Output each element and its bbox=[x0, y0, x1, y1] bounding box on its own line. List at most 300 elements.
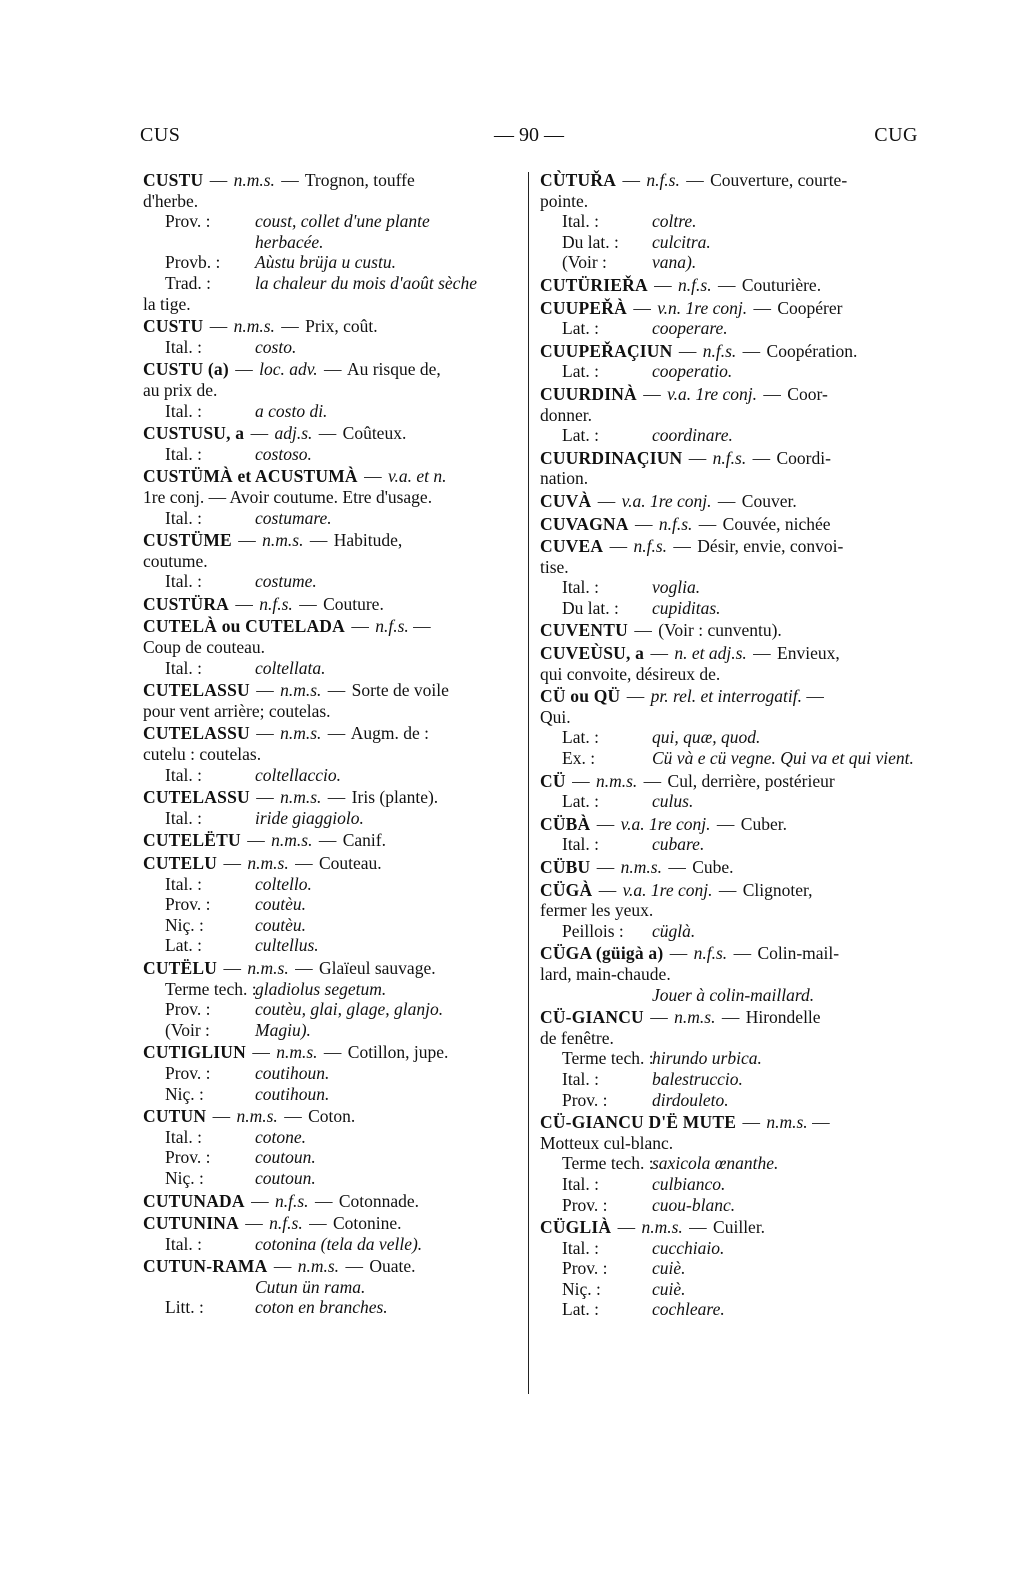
etymology-label: Litt. : bbox=[165, 1297, 204, 1318]
definition: Colin-mail- bbox=[757, 943, 840, 964]
grammar-label: n.m.s. bbox=[271, 830, 313, 851]
em-dash: — bbox=[281, 316, 299, 337]
headword: CUSTÜMÀ et ACUSTUMÀ bbox=[143, 466, 358, 487]
etymology-line bbox=[143, 337, 519, 358]
etymology-form: coutèu, glai, glage, glanjo. bbox=[255, 999, 444, 1020]
dictionary-entry bbox=[143, 423, 519, 464]
grammar-label: n.f.s. bbox=[678, 274, 712, 295]
entry-headline bbox=[143, 170, 519, 191]
etymology-label: Ital. : bbox=[562, 834, 599, 855]
etymology-label: Ital. : bbox=[165, 807, 202, 828]
definition-continued: pour vent arrière; coutelas. bbox=[143, 700, 331, 721]
headword: CUVENTU bbox=[540, 620, 628, 641]
headword: CUURDINÀ bbox=[540, 383, 637, 404]
etymology-label: Ex. : bbox=[562, 748, 596, 769]
grammar-label: n. et adj.s. bbox=[674, 643, 747, 664]
headword: CÜ-GIANCU D'Ë MUTE bbox=[540, 1112, 737, 1133]
grammar-label: n.m.s. bbox=[280, 680, 322, 701]
etymology-form: costoso. bbox=[255, 443, 312, 464]
definition: Désir, envie, convoi- bbox=[697, 536, 844, 557]
etymology-label: Lat. : bbox=[165, 935, 202, 956]
em-dash: — bbox=[324, 359, 342, 380]
etymology-form: costo. bbox=[255, 336, 297, 357]
em-dash: — bbox=[654, 274, 672, 295]
definition: Coûteux. bbox=[342, 423, 407, 444]
etymology-form: coltellaccio. bbox=[255, 764, 342, 785]
em-dash: — bbox=[247, 830, 265, 851]
entry-headline bbox=[540, 643, 920, 664]
grammar-label: n.f.s. bbox=[275, 1190, 309, 1211]
em-dash: — bbox=[698, 513, 717, 534]
entry-headline bbox=[143, 423, 519, 444]
etymology-label: Ital. : bbox=[562, 1237, 599, 1258]
em-dash: — bbox=[250, 423, 269, 444]
entry-headline bbox=[540, 514, 920, 535]
etymology-line bbox=[540, 232, 920, 253]
etymology-line bbox=[143, 935, 519, 956]
etymology-label: Lat. : bbox=[562, 318, 599, 339]
etymology-form: coltellata. bbox=[255, 657, 326, 678]
grammar-label: n.f.s. bbox=[693, 943, 728, 964]
em-dash: — bbox=[598, 879, 617, 900]
em-dash: — bbox=[318, 830, 337, 851]
dictionary-entry bbox=[143, 723, 519, 785]
grammar-label: n.m.s. bbox=[233, 170, 275, 190]
entry-headline bbox=[540, 298, 920, 319]
entry-headline bbox=[143, 853, 519, 874]
dictionary-entry bbox=[540, 943, 920, 1005]
em-dash: — bbox=[753, 297, 771, 318]
em-dash: — bbox=[596, 813, 615, 834]
dictionary-entry bbox=[540, 170, 920, 273]
dictionary-entry bbox=[540, 857, 920, 878]
headword: CUTUNINA bbox=[143, 1213, 239, 1234]
headword: CUUPEŘAÇIUN bbox=[540, 340, 673, 361]
etymology-form: costumare. bbox=[255, 507, 332, 528]
grammar-label: v.a. 1re conj. bbox=[622, 879, 713, 900]
dictionary-entry bbox=[540, 536, 920, 618]
em-dash: — bbox=[238, 530, 256, 551]
entry-headline bbox=[540, 1007, 920, 1028]
entry-headline bbox=[540, 448, 920, 469]
etymology-form: coutèu. bbox=[255, 914, 307, 935]
grammar-label: n.m.s. bbox=[674, 1007, 716, 1028]
etymology-line bbox=[143, 1297, 519, 1318]
etymology-form: coutoun. bbox=[255, 1167, 316, 1188]
definition: Couver. bbox=[741, 490, 797, 511]
entry-headline bbox=[540, 341, 920, 362]
etymology-label: Lat. : bbox=[562, 1299, 599, 1320]
em-dash: — bbox=[345, 1256, 363, 1277]
em-dash: — bbox=[721, 1007, 740, 1028]
grammar-label: adj.s. bbox=[274, 423, 313, 444]
etymology-form: gladiolus segetum. bbox=[255, 978, 387, 999]
headword: CUTIGLIUN bbox=[143, 1042, 246, 1063]
etymology-label: Ital. : bbox=[562, 1068, 599, 1089]
entry-headline bbox=[540, 620, 920, 641]
etymology-label: Ital. : bbox=[165, 443, 202, 464]
etymology-form: la chaleur du mois d'août sèche bbox=[255, 272, 477, 293]
headword: CÜGLIÀ bbox=[540, 1217, 612, 1238]
entry-headline bbox=[143, 787, 519, 808]
etymology-form: Aùstu brüja u custu. bbox=[255, 252, 396, 273]
etymology-form: cubare. bbox=[652, 834, 705, 855]
etymology-line bbox=[540, 1174, 920, 1195]
etymology-form: culus. bbox=[652, 791, 694, 812]
dictionary-entry bbox=[143, 359, 519, 421]
etymology-form: qui, quæ, quod. bbox=[652, 727, 761, 748]
headword: CUTUN-RAMA bbox=[143, 1256, 268, 1277]
entry-headline bbox=[540, 771, 920, 792]
entry-headline bbox=[540, 1112, 920, 1133]
etymology-line bbox=[143, 765, 519, 786]
grammar-label: n.f.s. bbox=[658, 513, 693, 534]
grammar-label: v.a. 1re conj. bbox=[667, 383, 758, 404]
grammar-label: n.m.s. bbox=[641, 1217, 683, 1238]
definition: Habitude, bbox=[333, 530, 403, 551]
etymology-form: cuiè. bbox=[652, 1278, 686, 1299]
grammar-label: n.f.s. bbox=[702, 340, 737, 361]
etymology-line bbox=[143, 894, 519, 915]
em-dash: — bbox=[256, 723, 274, 744]
etymology-label: Provb. : bbox=[165, 252, 221, 273]
definition: Cul, derrière, postérieur bbox=[667, 770, 835, 791]
etymology-label: Ital. : bbox=[165, 764, 202, 785]
definition-continued: pointe. bbox=[540, 190, 589, 211]
etymology-line bbox=[143, 571, 519, 592]
definition: Envieux, bbox=[777, 643, 840, 664]
etymology-form: cochleare. bbox=[652, 1299, 725, 1320]
em-dash: — bbox=[235, 593, 253, 614]
etymology-label: Niç. : bbox=[165, 1167, 204, 1188]
etymology-label: Prov. : bbox=[562, 1258, 608, 1279]
etymology-label: Du lat. : bbox=[562, 231, 619, 252]
headword: CUTELASSU bbox=[143, 680, 250, 701]
em-dash: — bbox=[678, 340, 697, 361]
column-divider bbox=[528, 172, 529, 1394]
etymology-line bbox=[540, 1195, 920, 1216]
etymology-form: dirdouleto. bbox=[652, 1089, 729, 1110]
etymology-line bbox=[143, 273, 519, 294]
em-dash: — bbox=[673, 536, 691, 557]
definition: (Voir : cunventu). bbox=[658, 620, 782, 641]
definition: Cotillon, jupe. bbox=[347, 1042, 449, 1063]
dictionary-entry bbox=[540, 275, 920, 296]
etymology-form: Cü và e cü vegne. Qui va et qui vient. bbox=[652, 748, 914, 769]
entry-headline bbox=[143, 1256, 519, 1277]
definition: Prix, coût. bbox=[305, 316, 378, 337]
headword: CUURDINAÇIUN bbox=[540, 447, 683, 468]
em-dash: — bbox=[572, 770, 590, 791]
definition: Cuber. bbox=[740, 813, 787, 834]
definition: — bbox=[806, 686, 824, 707]
em-dash: — bbox=[669, 943, 688, 964]
etymology-label: Ital. : bbox=[165, 873, 202, 894]
etymology-line bbox=[540, 727, 920, 748]
etymology-form: cuiè. bbox=[652, 1258, 686, 1279]
grammar-label: v.a. et n. bbox=[388, 466, 447, 487]
entry-headline bbox=[143, 830, 519, 851]
em-dash: — bbox=[351, 616, 369, 637]
etymology-line bbox=[540, 598, 920, 619]
etymology-form: coltello. bbox=[255, 873, 312, 894]
grammar-label: n.f.s. bbox=[646, 170, 680, 190]
etymology-line bbox=[540, 1279, 920, 1300]
etymology-label: Ital. : bbox=[562, 577, 599, 598]
em-dash: — bbox=[622, 170, 640, 190]
em-dash: — bbox=[256, 680, 274, 701]
etymology-line bbox=[540, 748, 920, 769]
dictionary-entry bbox=[143, 1191, 519, 1212]
headword: CUSTU (a) bbox=[143, 359, 229, 380]
etymology-form: cotone. bbox=[255, 1126, 307, 1147]
etymology-label: Ital. : bbox=[165, 657, 202, 678]
definition: Ouate. bbox=[369, 1256, 416, 1277]
em-dash: — bbox=[650, 643, 668, 664]
header-right-guide: CUG bbox=[874, 124, 918, 146]
grammar-label: v.a. 1re conj. bbox=[620, 813, 711, 834]
etymology-form: Jouer à colin-maillard. bbox=[652, 984, 815, 1005]
etymology-form: coton en branches. bbox=[255, 1297, 388, 1318]
etymology-form: vana). bbox=[652, 252, 697, 273]
em-dash: — bbox=[752, 447, 771, 468]
em-dash: — bbox=[212, 1106, 231, 1127]
headword: CUVEA bbox=[540, 536, 604, 557]
em-dash: — bbox=[668, 857, 686, 877]
definition: Hirondelle bbox=[745, 1007, 821, 1028]
etymology-label: Prov. : bbox=[165, 1147, 211, 1168]
em-dash: — bbox=[309, 1213, 327, 1234]
definition-continued: d'herbe. bbox=[143, 190, 199, 211]
dictionary-entry bbox=[143, 787, 519, 828]
entry-headline bbox=[540, 857, 920, 878]
definition: Iris (plante). bbox=[351, 787, 439, 808]
headword: CÜ bbox=[540, 770, 566, 791]
etymology-line bbox=[540, 1090, 920, 1111]
definition-continued: coutume. bbox=[143, 550, 208, 571]
em-dash: — bbox=[245, 1213, 263, 1234]
em-dash: — bbox=[223, 853, 242, 873]
entry-headline bbox=[143, 1191, 519, 1212]
entry-headline bbox=[143, 530, 519, 551]
em-dash: — bbox=[617, 1217, 636, 1238]
em-dash: — bbox=[596, 857, 615, 877]
definition-continued: lard, main-chaude. bbox=[540, 963, 671, 984]
dictionary-entry bbox=[540, 814, 920, 855]
dictionary-entry bbox=[540, 880, 920, 942]
grammar-label: loc. adv. bbox=[259, 359, 318, 380]
etymology-form: a costo di. bbox=[255, 400, 328, 421]
etymology-label: Prov. : bbox=[165, 894, 211, 915]
definition: Cuiller. bbox=[713, 1217, 766, 1238]
dictionary-entry bbox=[143, 170, 519, 314]
definition: Couverture, courte- bbox=[710, 170, 848, 190]
definition: Augm. de : bbox=[350, 723, 429, 744]
entry-headline bbox=[143, 616, 519, 637]
headword: CUSTÜME bbox=[143, 530, 232, 551]
etymology-label: Niç. : bbox=[165, 1083, 204, 1104]
etymology-label: Peillois : bbox=[562, 920, 624, 941]
definition-continued: Motteux cul-blanc. bbox=[540, 1132, 674, 1153]
em-dash: — bbox=[295, 957, 313, 978]
etymology-line bbox=[540, 791, 920, 812]
em-dash: — bbox=[643, 383, 661, 404]
headword: CUUPEŘÀ bbox=[540, 297, 627, 318]
etymology-form: hirundo urbica. bbox=[652, 1048, 762, 1069]
entry-headline bbox=[143, 466, 519, 487]
etymology-line bbox=[143, 401, 519, 422]
etymology-label: Lat. : bbox=[562, 361, 599, 382]
definition-tail: la tige. bbox=[143, 293, 191, 314]
dictionary-entry bbox=[143, 958, 519, 1040]
dictionary-entry bbox=[540, 771, 920, 812]
etymology-form: coutihoun. bbox=[255, 1083, 330, 1104]
dictionary-entry bbox=[540, 1217, 920, 1320]
em-dash: — bbox=[716, 813, 735, 834]
em-dash: — bbox=[299, 593, 317, 614]
etymology-form: cüglà. bbox=[652, 920, 696, 941]
etymology-line bbox=[540, 211, 920, 232]
entry-headline bbox=[143, 1042, 519, 1063]
etymology-form: Cutun ün rama. bbox=[255, 1276, 366, 1297]
definition: Couture. bbox=[323, 593, 384, 614]
em-dash: — bbox=[295, 853, 313, 873]
etymology-line bbox=[540, 361, 920, 382]
em-dash: — bbox=[753, 643, 771, 664]
definition-continued: au prix de. bbox=[143, 379, 218, 400]
headword: CUSTÜRA bbox=[143, 593, 229, 614]
page-number: — 90 — bbox=[494, 124, 564, 146]
etymology-line bbox=[143, 979, 519, 1000]
grammar-label: n.m.s. bbox=[280, 723, 322, 744]
em-dash: — bbox=[597, 490, 616, 511]
headword: CUTELASSU bbox=[143, 787, 250, 808]
em-dash: — bbox=[256, 787, 274, 808]
etymology-form: cultellus. bbox=[255, 935, 319, 956]
etymology-label: (Voir : bbox=[562, 252, 607, 273]
etymology-line bbox=[540, 921, 920, 942]
etymology-label: Ital. : bbox=[165, 1233, 202, 1254]
etymology-label: Prov. : bbox=[562, 1194, 608, 1215]
em-dash: — bbox=[251, 1190, 269, 1211]
etymology-line bbox=[143, 1168, 519, 1189]
definition: — bbox=[812, 1112, 830, 1133]
headword: CÜBÀ bbox=[540, 813, 591, 834]
etymology-label: Ital. : bbox=[165, 336, 202, 357]
em-dash: — bbox=[327, 723, 346, 744]
dictionary-entry bbox=[540, 1007, 920, 1110]
etymology-form: coordinare. bbox=[652, 425, 733, 446]
etymology-form: culbianco. bbox=[652, 1173, 726, 1194]
etymology-form: cooperare. bbox=[652, 318, 728, 339]
em-dash: — bbox=[626, 686, 645, 707]
em-dash: — bbox=[634, 620, 652, 641]
etymology-line bbox=[143, 1084, 519, 1105]
definition: Coor- bbox=[787, 383, 828, 404]
em-dash: — bbox=[633, 297, 651, 318]
headword: CUVAGNA bbox=[540, 513, 629, 534]
dictionary-entry bbox=[143, 616, 519, 678]
definition-continued: tise. bbox=[540, 556, 569, 577]
definition: Coopérer bbox=[777, 297, 843, 318]
definition: Trognon, touffe bbox=[304, 170, 415, 190]
etymology-form: iride giaggiolo. bbox=[255, 807, 364, 828]
entry-headline bbox=[540, 943, 920, 964]
definition: Couturière. bbox=[741, 274, 822, 295]
em-dash: — bbox=[235, 359, 253, 380]
dictionary-entry bbox=[143, 1256, 519, 1318]
headword: CÜ-GIANCU bbox=[540, 1007, 644, 1028]
entry-headline bbox=[540, 384, 920, 405]
headword: CUSTUSU, a bbox=[143, 423, 245, 444]
dictionary-entry bbox=[540, 643, 920, 684]
etymology-label: Prov. : bbox=[165, 999, 211, 1020]
dictionary-entry bbox=[143, 853, 519, 956]
etymology-line bbox=[540, 577, 920, 598]
em-dash: — bbox=[763, 383, 781, 404]
etymology-label: Ital. : bbox=[165, 571, 202, 592]
em-dash: — bbox=[742, 1112, 760, 1133]
etymology-line bbox=[540, 1153, 920, 1174]
definition-continued: cutelu : coutelas. bbox=[143, 744, 262, 765]
grammar-label: v.n. 1re conj. bbox=[657, 297, 748, 318]
entry-headline bbox=[540, 814, 920, 835]
dictionary-entry bbox=[143, 1042, 519, 1104]
etymology-form: cucchiaio. bbox=[652, 1237, 725, 1258]
dictionary-entry bbox=[540, 341, 920, 382]
definition-continued: de fenêtre. bbox=[540, 1027, 614, 1048]
grammar-label: n.f.s. bbox=[712, 447, 747, 468]
etymology-label: Niç. : bbox=[165, 914, 204, 935]
grammar-label: n.m.s. bbox=[766, 1112, 808, 1133]
left-column bbox=[143, 170, 519, 1320]
grammar-label: n.f.s. bbox=[269, 1213, 303, 1234]
em-dash: — bbox=[689, 1217, 707, 1238]
grammar-label: n.m.s. bbox=[620, 857, 662, 877]
em-dash: — bbox=[688, 447, 707, 468]
grammar-label: n.m.s. bbox=[595, 770, 638, 791]
em-dash: — bbox=[284, 1106, 302, 1127]
definition: Coopération. bbox=[766, 340, 858, 361]
etymology-form: coutoun. bbox=[255, 1147, 316, 1168]
definition: Coordi- bbox=[776, 447, 831, 468]
definition: Sorte de voile bbox=[351, 680, 449, 701]
etymology-label: Prov. : bbox=[165, 1062, 211, 1083]
dictionary-entry bbox=[540, 620, 920, 641]
definition: — bbox=[413, 616, 431, 637]
etymology-form: cotonina (tela da velle). bbox=[255, 1233, 423, 1254]
running-header bbox=[140, 120, 918, 156]
etymology-line bbox=[143, 508, 519, 529]
etymology-line bbox=[143, 1020, 519, 1041]
etymology-line bbox=[143, 915, 519, 936]
definition-continued: qui convoite, désireux de. bbox=[540, 663, 721, 684]
em-dash: — bbox=[634, 513, 653, 534]
etymology-line bbox=[540, 1258, 920, 1279]
headword: CUTELËTU bbox=[143, 830, 241, 851]
em-dash: — bbox=[650, 1007, 668, 1028]
etymology-line bbox=[143, 658, 519, 679]
etymology-form: costume. bbox=[255, 571, 317, 592]
grammar-label: pr. rel. et interrogatif. bbox=[650, 686, 802, 707]
etymology-line bbox=[540, 834, 920, 855]
etymology-line bbox=[143, 232, 519, 253]
headword: CÜ ou QÜ bbox=[540, 686, 621, 707]
etymology-line bbox=[143, 444, 519, 465]
em-dash: — bbox=[209, 170, 228, 190]
etymology-form: cuou-blanc. bbox=[652, 1194, 736, 1215]
em-dash: — bbox=[643, 770, 662, 791]
